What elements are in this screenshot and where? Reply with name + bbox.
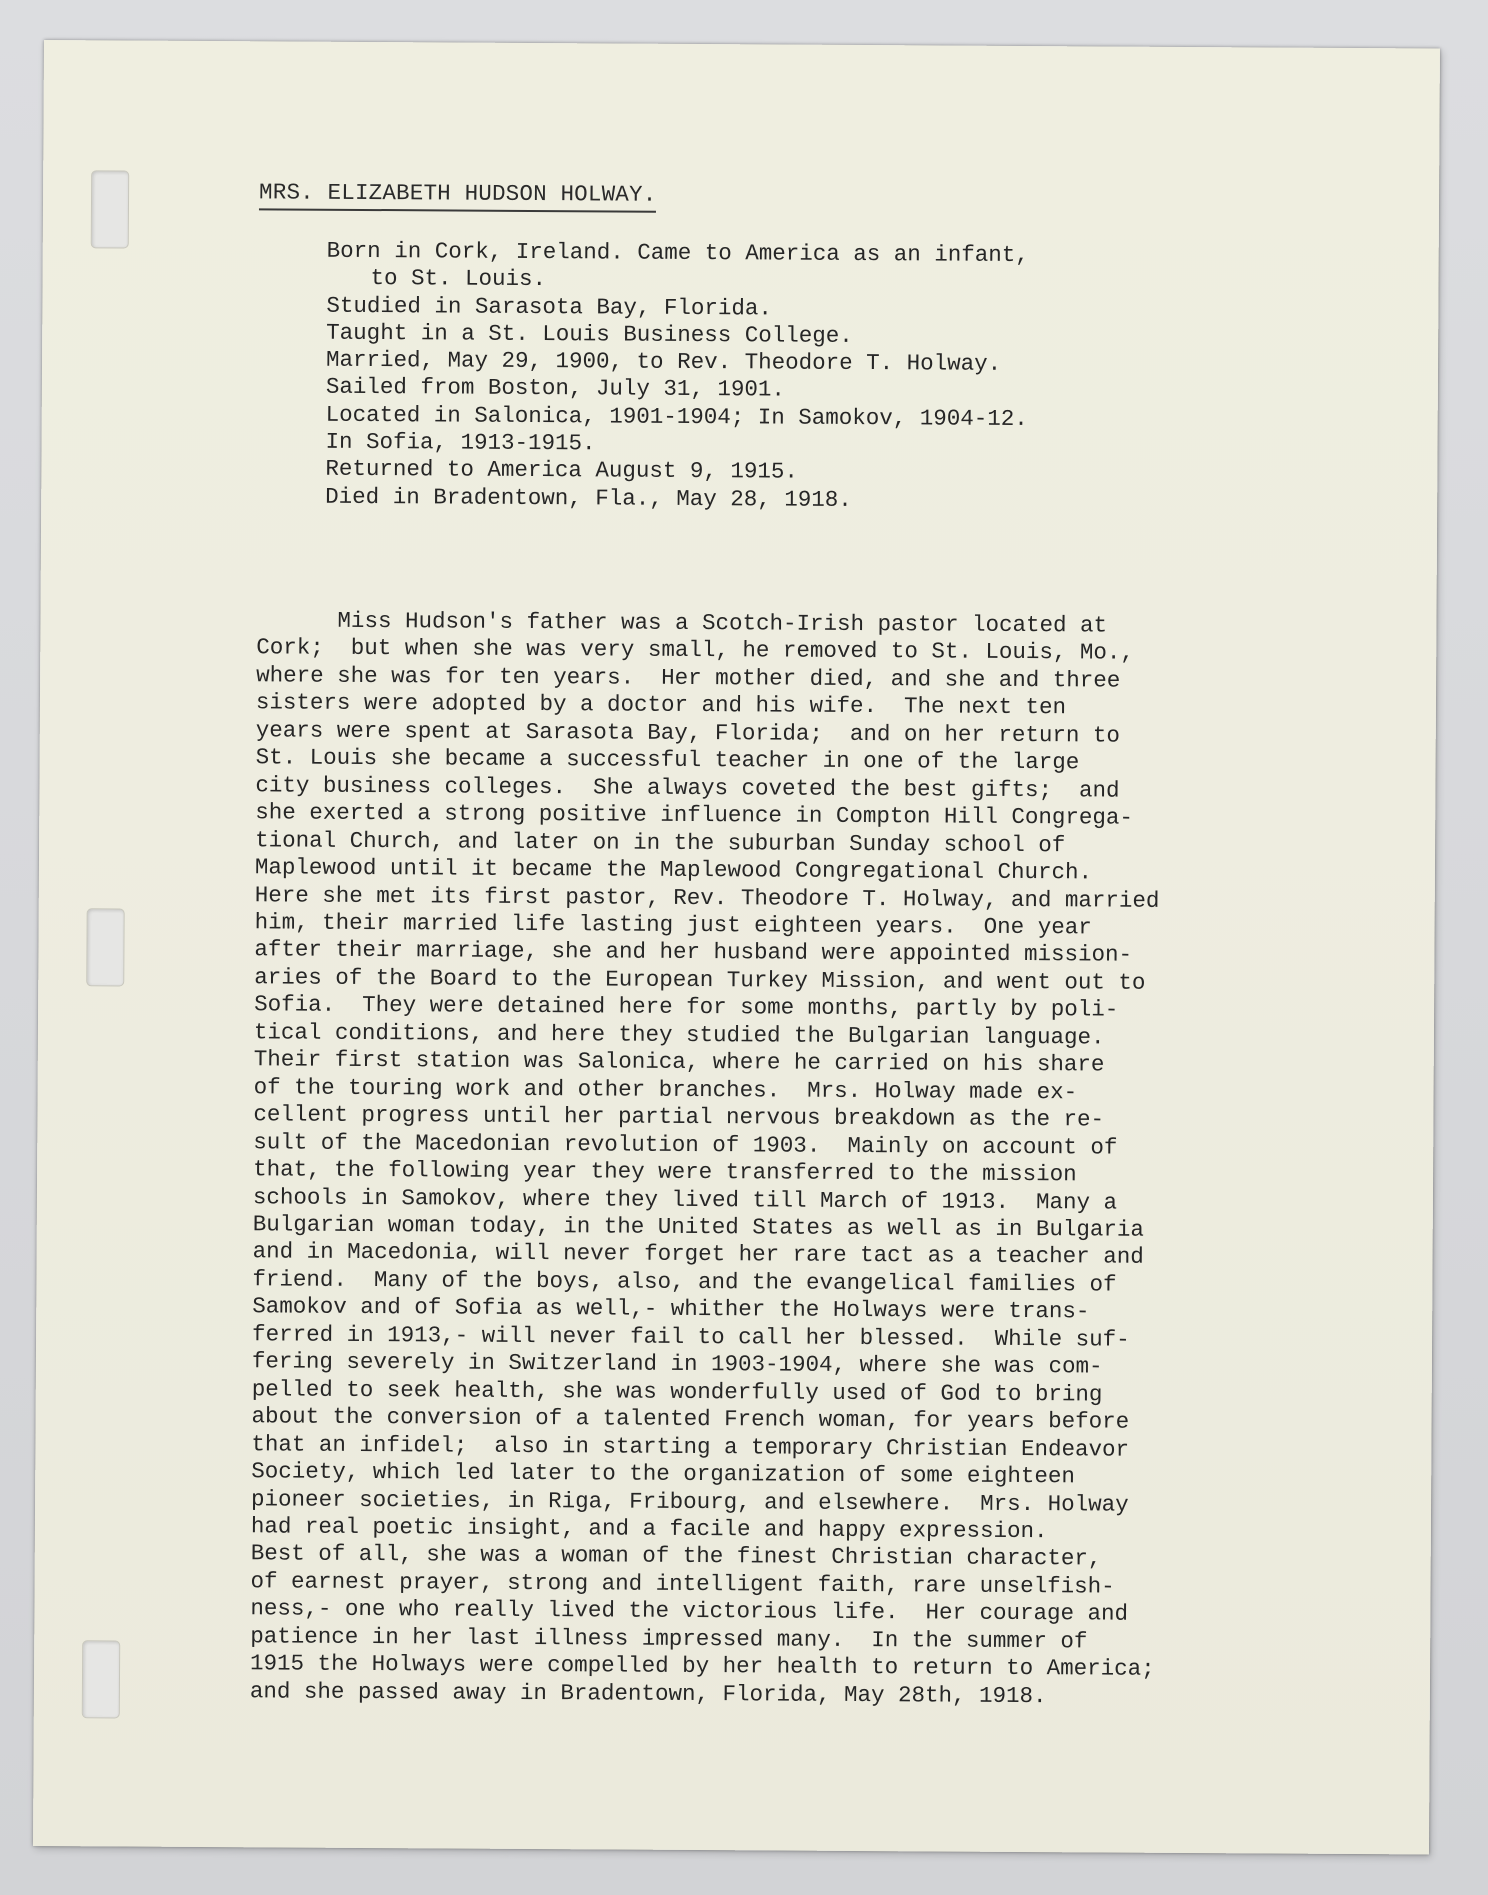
biographical-facts-list bbox=[325, 238, 1029, 515]
text-line: years were spent at Sarasota Bay, Florida; and on her return to bbox=[255, 717, 1120, 749]
text-line: of the touring work and other branches. Mrs. Holway made ex- bbox=[253, 1074, 1078, 1106]
text-line: tional Church, and later on in the suburban Sunday school of bbox=[255, 826, 1066, 858]
text-line: and in Macedonia, will never forget her rare tact as a teacher and bbox=[252, 1238, 1144, 1271]
binder-hole-middle bbox=[86, 908, 124, 986]
text-line: Bulgarian woman today, in the United States as well as in Bulgaria bbox=[252, 1211, 1144, 1243]
text-line: where she was for ten years. Her mother died, and she and three bbox=[256, 662, 1121, 694]
text-line: friend. Many of the boys, also, and the evangelical families of bbox=[252, 1266, 1117, 1298]
text-line: Society, which led later to the organization of some eighteen bbox=[251, 1458, 1075, 1490]
fact-line: Taught in a St. Louis Business College. bbox=[326, 319, 853, 349]
text-line: sult of the Macedonian revolution of 1903. Mainly on account of bbox=[253, 1128, 1118, 1161]
fact-line: Married, May 29, 1900, to Rev. Theodore T. Holway. bbox=[325, 346, 1002, 378]
fact-line: Sailed from Boston, July 31, 1901. bbox=[325, 374, 786, 404]
text-line: cellent progress until her partial nervous breakdown as the re- bbox=[253, 1101, 1105, 1133]
text-line: pelled to seek health, she was wonderfully used of God to bring bbox=[251, 1375, 1103, 1408]
page-title: MRS. ELIZABETH HUDSON HOLWAY. bbox=[259, 179, 657, 212]
fact-line: Returned to America August 9, 1915. bbox=[325, 456, 799, 485]
text-line: Here she met its first pastor, Rev. Theodore T. Holway, and married bbox=[254, 881, 1160, 914]
fact-line: to St. Louis. bbox=[370, 265, 547, 293]
text-line: she exerted a strong positive influence in Compton Hill Congrega- bbox=[255, 799, 1134, 831]
text-line: St. Louis she became a successful teacher in one of the large bbox=[255, 744, 1080, 776]
fact-line: In Sofia, 1913-1915. bbox=[325, 428, 596, 457]
fact-line: Located in Salonica, 1901-1904; In Samokov, 1904-12. bbox=[325, 401, 1028, 432]
text-line: after their marriage, she and her husband were appointed mission- bbox=[254, 936, 1133, 969]
text-line: ness,- one who really lived the victorious life. Her courage and bbox=[250, 1595, 1129, 1627]
text-line: and she passed away in Bradentown, Florida, May 28th, 1918. bbox=[249, 1677, 1047, 1709]
text-line: Miss Hudson's father was a Scotch-Irish pastor located at bbox=[256, 607, 1108, 639]
fact-line: Born in Cork, Ireland. Came to America as an infant, bbox=[326, 237, 1029, 269]
text-line: patience in her last illness impressed many. In the summer of bbox=[250, 1623, 1088, 1655]
binder-hole-top bbox=[91, 170, 129, 248]
text-line: sisters were adopted by a doctor and his wife. The next ten bbox=[255, 689, 1067, 721]
binder-hole-bottom bbox=[82, 1640, 120, 1718]
text-line: tical conditions, and here they studied the Bulgarian language. bbox=[253, 1019, 1105, 1051]
text-line: 1915 the Holways were compelled by her health to return to America; bbox=[250, 1650, 1155, 1683]
text-line: him, their married life lasting just eighteen years. One year bbox=[254, 909, 1092, 941]
fact-line: Died in Bradentown, Fla., May 28, 1918. bbox=[325, 483, 852, 513]
text-line: Cork; but when she was very small, he removed to St. Louis, Mo., bbox=[256, 634, 1135, 667]
text-line: that, the following year they were transferred to the mission bbox=[253, 1156, 1077, 1188]
text-line: Maplewood until it became the Maplewood Congregational Church. bbox=[254, 854, 1093, 886]
text-line: Their first station was Salonica, where he carried on his share bbox=[253, 1046, 1105, 1078]
text-line: ferred in 1913,- will never fail to call her blessed. While suf- bbox=[252, 1321, 1130, 1353]
text-line: pioneer societies, in Riga, Fribourg, and elsewhere. Mrs. Holway bbox=[251, 1485, 1129, 1518]
text-line: schools in Samokov, where they lived till March of 1913. Many a bbox=[252, 1183, 1118, 1216]
text-line: aries of the Board to the European Turkey Mission, and went out to bbox=[254, 964, 1146, 996]
typed-page bbox=[33, 40, 1440, 1854]
text-line: fering severely in Switzerland in 1903-1904, where she was com- bbox=[251, 1348, 1103, 1380]
text-line: that an infidel; also in starting a temporary Christian Endeavor bbox=[251, 1430, 1130, 1463]
text-line: Best of all, she was a woman of the finest Christian character, bbox=[250, 1540, 1102, 1572]
text-line: city business colleges. She always coveted the best gifts; and bbox=[255, 772, 1120, 804]
text-line: Samokov and of Sofia as well,- whither the Holways were trans- bbox=[252, 1293, 1090, 1325]
biography-paragraph bbox=[250, 607, 1161, 1711]
text-line: about the conversion of a talented French woman, for years before bbox=[251, 1403, 1130, 1435]
text-line: of earnest prayer, strong and intelligent faith, rare unselfish- bbox=[250, 1568, 1115, 1600]
fact-line: Studied in Sarasota Bay, Florida. bbox=[326, 292, 773, 322]
text-line: Sofia. They were detained here for some months, partly by poli- bbox=[254, 991, 1119, 1023]
text-line: had real poetic insight, and a facile and happy expression. bbox=[250, 1513, 1048, 1545]
